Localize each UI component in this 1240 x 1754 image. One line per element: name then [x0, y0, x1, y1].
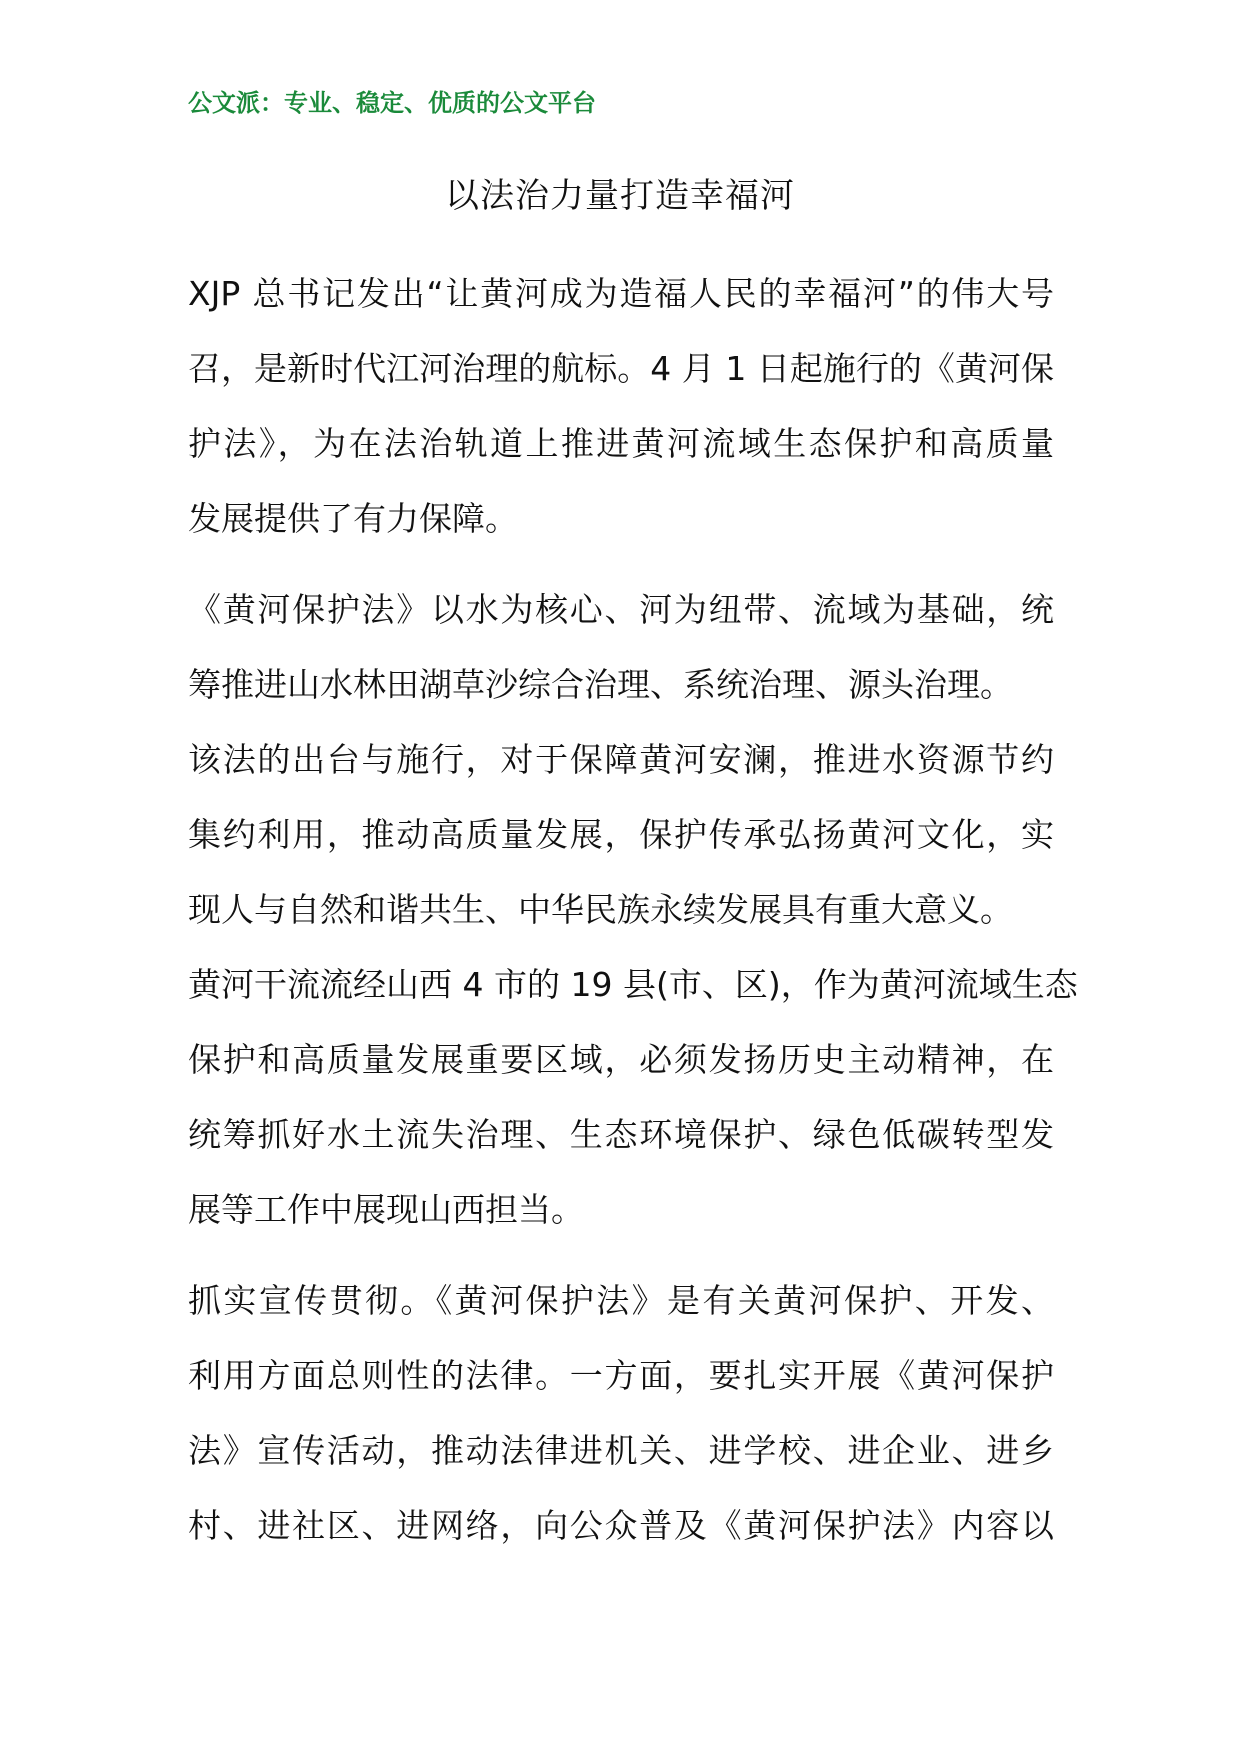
- document-body: [188, 256, 1078, 1563]
- text-line: 现人与自然和谐共生、中华民族永续发展具有重大意义。: [188, 890, 1013, 929]
- text-line: XJP 总书记发出“让黄河成为造福人民的幸福河”的伟大号: [188, 274, 1054, 313]
- paragraph-3: [188, 947, 1078, 1247]
- text-line: 保护和高质量发展重要区域，必须发扬历史主动精神，在: [188, 1040, 1054, 1079]
- text-line: 集约利用，推动高质量发展，保护传承弘扬黄河文化，实: [188, 815, 1054, 854]
- text-line: 抓实宣传贯彻。《黄河保护法》是有关黄河保护、开发、: [188, 1281, 1054, 1320]
- text-line: 该法的出台与施行，对于保障黄河安澜，推进水资源节约: [188, 740, 1054, 779]
- text-line: 召，是新时代江河治理的航标。4 月 1 日起施行的《黄河保: [188, 349, 1054, 388]
- text-line: 利用方面总则性的法律。一方面，要扎实开展《黄河保护: [188, 1356, 1054, 1395]
- text-line: 黄河干流流经山西 4 市的 19 县(市、区)，作为黄河流域生态: [188, 965, 1078, 1004]
- document-title: 以法治力量打造幸福河: [445, 176, 795, 216]
- site-slogan: 公文派：专业、稳定、优质的公文平台: [188, 88, 596, 117]
- text-line: 筹推进山水林田湖草沙综合治理、系统治理、源头治理。: [188, 665, 1013, 704]
- text-line: 护法》，为在法治轨道上推进黄河流域生态保护和高质量: [188, 424, 1054, 463]
- text-line: 发展提供了有力保障。: [188, 499, 518, 538]
- text-line: 村、进社区、进网络，向公众普及《黄河保护法》内容以: [188, 1506, 1054, 1545]
- paragraph-1: [188, 256, 1054, 556]
- text-line: 展等工作中展现山西担当。: [188, 1190, 584, 1229]
- paragraph-2: [188, 572, 1054, 947]
- paragraph-4: [188, 1263, 1054, 1563]
- text-line: 统筹抓好水土流失治理、生态环境保护、绿色低碳转型发: [188, 1115, 1054, 1154]
- text-line: 《黄河保护法》以水为核心、河为纽带、流域为基础，统: [188, 590, 1054, 629]
- text-line: 法》宣传活动，推动法律进机关、进学校、进企业、进乡: [188, 1431, 1054, 1470]
